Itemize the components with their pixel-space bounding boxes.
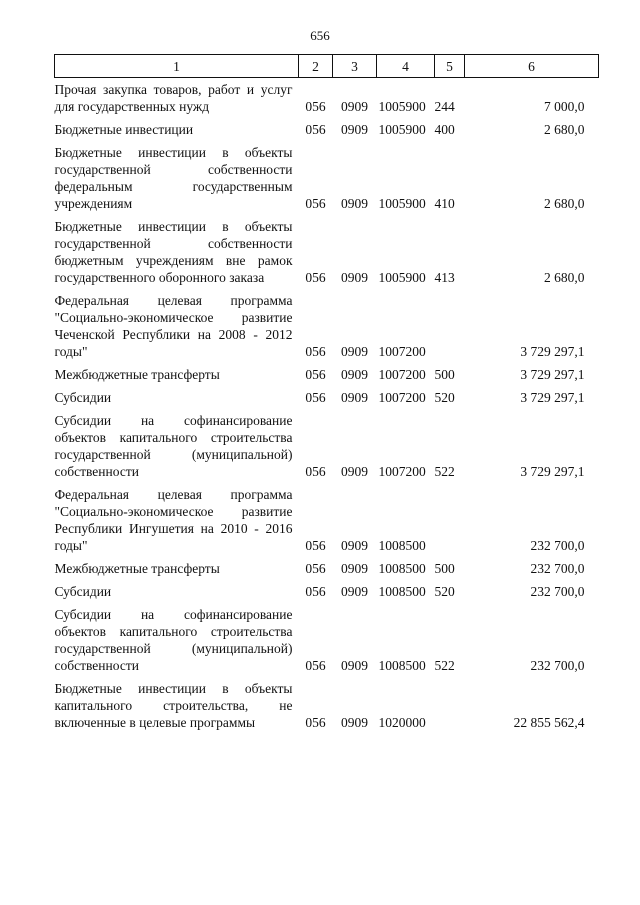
row-name: Федеральная целевая программа "Социально-экономическое развитие Чеченской Республики на 2008 - 2012 годы" [54, 293, 293, 359]
row-ministry-code: 056 [305, 538, 326, 553]
row-name: Субсидии [54, 584, 112, 599]
page-number: 656 [310, 28, 330, 43]
column-header-4: 4 [377, 55, 435, 78]
row-section-code: 0909 [341, 715, 368, 730]
row-expense-type: 400 [434, 122, 455, 137]
column-header-5: 5 [435, 55, 465, 78]
row-expense-type: 410 [434, 196, 455, 211]
row-target-code: 1020000 [378, 715, 426, 730]
table-row [55, 78, 599, 116]
table-row [55, 577, 599, 600]
row-section-code: 0909 [341, 99, 368, 114]
row-amount: 3 729 297,1 [520, 367, 585, 382]
row-amount: 22 855 562,4 [513, 715, 585, 730]
row-expense-type [435, 286, 465, 360]
row-ministry-code: 056 [305, 270, 326, 285]
table-row [55, 138, 599, 212]
row-amount: 232 700,0 [530, 538, 585, 553]
row-name: Бюджетные инвестиции в объекты государственной собственности федеральным государственным учреждениям [54, 145, 293, 211]
row-target-code: 1005900 [378, 196, 426, 211]
row-amount: 2 680,0 [544, 270, 585, 285]
row-name: Субсидии на софинансирование объектов капитального строительства государственной (муниципальной) собственности [54, 607, 293, 673]
row-ministry-code: 056 [305, 464, 326, 479]
row-expense-type: 520 [434, 584, 455, 599]
row-ministry-code: 056 [305, 715, 326, 730]
row-name: Федеральная целевая программа "Социально-экономическое развитие Республики Ингушетия на 2010 - 2016 годы" [54, 487, 293, 553]
row-ministry-code: 056 [305, 561, 326, 576]
row-ministry-code: 056 [305, 122, 326, 137]
row-expense-type: 500 [434, 561, 455, 576]
row-expense-type [435, 674, 465, 731]
row-target-code: 1007200 [378, 464, 426, 479]
row-section-code: 0909 [341, 390, 368, 405]
row-expense-type: 522 [434, 658, 455, 673]
row-target-code: 1005900 [378, 122, 426, 137]
table-header [55, 55, 599, 78]
row-ministry-code: 056 [305, 99, 326, 114]
table-row [55, 286, 599, 360]
row-expense-type [435, 480, 465, 554]
table-row [55, 360, 599, 383]
row-section-code: 0909 [341, 367, 368, 382]
row-amount: 2 680,0 [544, 196, 585, 211]
table-row [55, 480, 599, 554]
row-name: Межбюджетные трансферты [54, 367, 220, 382]
row-name: Субсидии на софинансирование объектов капитального строительства государственной (муниципальной) собственности [54, 413, 293, 479]
row-target-code: 1005900 [378, 99, 426, 114]
row-amount: 232 700,0 [530, 561, 585, 576]
row-amount: 232 700,0 [530, 584, 585, 599]
row-target-code: 1008500 [378, 658, 426, 673]
table-body [55, 78, 599, 732]
row-target-code: 1008500 [378, 538, 426, 553]
row-amount: 3 729 297,1 [520, 344, 585, 359]
column-header-6: 6 [465, 55, 599, 78]
row-name: Прочая закупка товаров, работ и услуг для государственных нужд [54, 82, 293, 114]
row-ministry-code: 056 [305, 390, 326, 405]
row-expense-type: 244 [434, 99, 455, 114]
row-name: Субсидии [54, 390, 112, 405]
row-target-code: 1007200 [378, 367, 426, 382]
row-expense-type: 413 [434, 270, 455, 285]
row-section-code: 0909 [341, 538, 368, 553]
row-amount: 3 729 297,1 [520, 390, 585, 405]
row-section-code: 0909 [341, 270, 368, 285]
table-row [55, 406, 599, 480]
row-name: Бюджетные инвестиции в объекты капитального строительства, не включенные в целевые программы [54, 681, 293, 730]
header-row [55, 55, 599, 78]
row-name: Бюджетные инвестиции [54, 122, 194, 137]
table-row [55, 674, 599, 731]
row-target-code: 1008500 [378, 584, 426, 599]
row-section-code: 0909 [341, 584, 368, 599]
row-section-code: 0909 [341, 196, 368, 211]
row-expense-type: 520 [434, 390, 455, 405]
row-section-code: 0909 [341, 658, 368, 673]
row-section-code: 0909 [341, 344, 368, 359]
row-name: Межбюджетные трансферты [54, 561, 220, 576]
column-header-1: 1 [55, 55, 299, 78]
row-ministry-code: 056 [305, 658, 326, 673]
row-expense-type: 522 [434, 464, 455, 479]
row-name: Бюджетные инвестиции в объекты государственной собственности бюджетным учреждениям вне рамок государственного оборонного заказа [54, 219, 293, 285]
row-target-code: 1005900 [378, 270, 426, 285]
table-row [55, 600, 599, 674]
row-section-code: 0909 [341, 561, 368, 576]
table-row [55, 212, 599, 286]
table-row [55, 383, 599, 406]
row-amount: 2 680,0 [544, 122, 585, 137]
column-header-2: 2 [299, 55, 333, 78]
row-expense-type: 500 [434, 367, 455, 382]
row-ministry-code: 056 [305, 196, 326, 211]
row-section-code: 0909 [341, 464, 368, 479]
budget-table [54, 54, 599, 731]
row-amount: 7 000,0 [544, 99, 585, 114]
table-row [55, 115, 599, 138]
row-ministry-code: 056 [305, 367, 326, 382]
row-ministry-code: 056 [305, 344, 326, 359]
row-target-code: 1007200 [378, 390, 426, 405]
row-amount: 232 700,0 [530, 658, 585, 673]
row-section-code: 0909 [341, 122, 368, 137]
row-target-code: 1008500 [378, 561, 426, 576]
row-ministry-code: 056 [305, 584, 326, 599]
row-amount: 3 729 297,1 [520, 464, 585, 479]
row-target-code: 1007200 [378, 344, 426, 359]
column-header-3: 3 [333, 55, 377, 78]
table-row [55, 554, 599, 577]
